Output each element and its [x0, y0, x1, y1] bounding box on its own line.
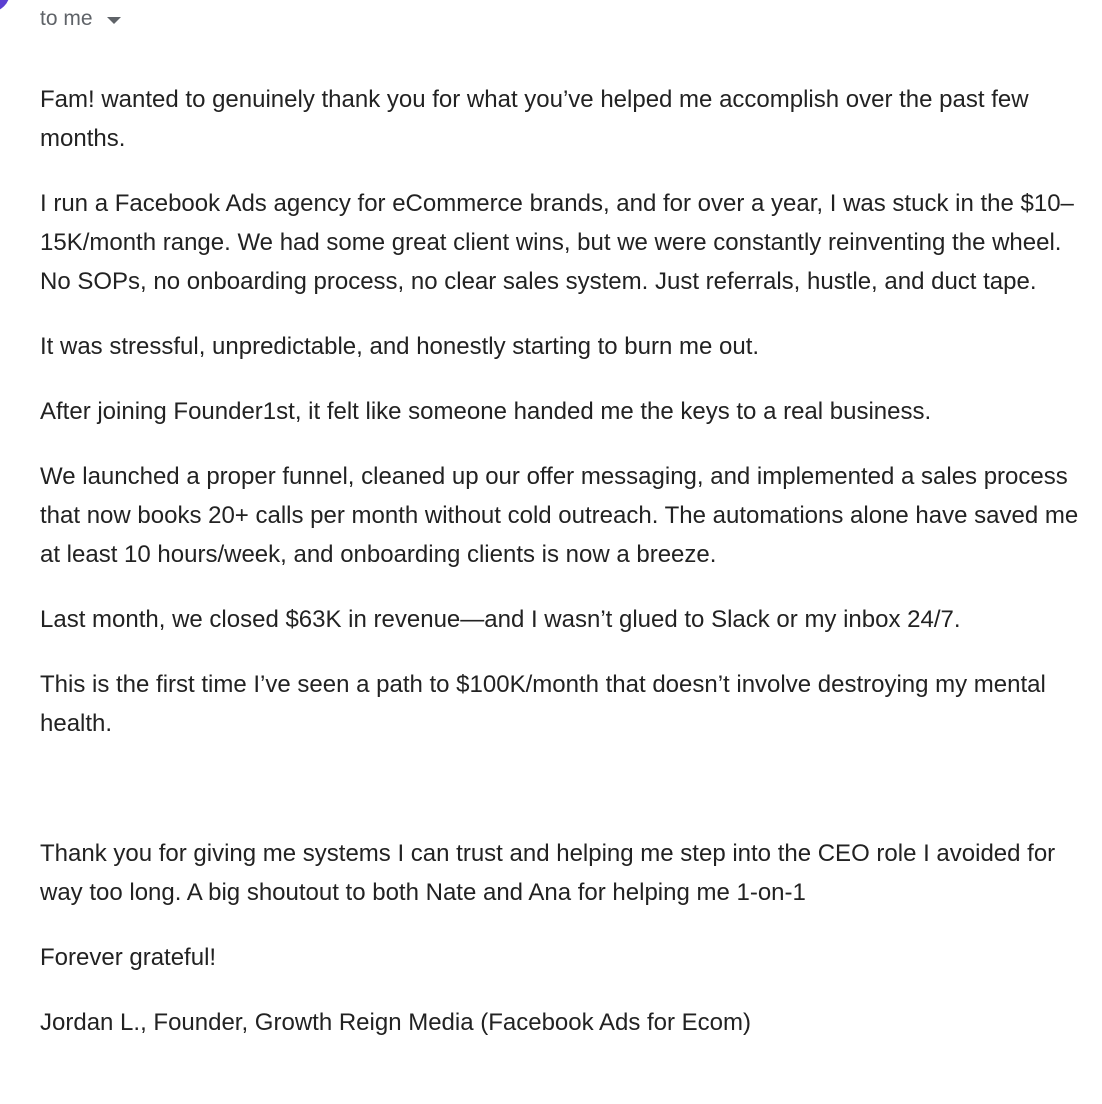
message-paragraph: Thank you for giving me systems I can trust and helping me step into the CEO role I avoided for way too long. A big shoutout to both Nate and Ana for helping me 1-on-1 [40, 840, 1056, 906]
signature: Jordan L., Founder, Growth Reign Media (Facebook Ads for Ecom) [40, 1009, 752, 1036]
chevron-down-icon[interactable] [107, 17, 121, 24]
message-paragraph: We launched a proper funnel, cleaned up our offer messaging, and implemented a sales process that now books 20+ calls per month without cold outreach. The automations alone have saved me at least 10 hours/week, and onboarding clients is now a breeze. [40, 463, 1079, 568]
message-paragraph: It was stressful, unpredictable, and honestly starting to burn me out. [40, 333, 760, 360]
message-paragraph: This is the first time I’ve seen a path to $100K/month that doesn’t involve destroying my mental health. [40, 671, 1046, 737]
message-paragraph: After joining Founder1st, it felt like someone handed me the keys to a real business. [40, 398, 932, 425]
recipient-label: to me [40, 7, 93, 30]
blank-line [40, 769, 1080, 808]
recipient-details-toggle[interactable] [40, 6, 121, 32]
message-paragraph: I run a Facebook Ads agency for eCommerce brands, and for over a year, I was stuck in the $10–15K/month range. We had some great client wins, but we were constantly reinventing the wheel. No SOPs, no onboarding process, no clear sales system. Just referrals, hustle, and duct tape. [40, 190, 1074, 295]
message-paragraph: Forever grateful! [40, 944, 217, 971]
message-paragraph: Last month, we closed $63K in revenue—and I wasn’t glued to Slack or my inbox 24/7. [40, 606, 961, 633]
message-paragraph: Fam! wanted to genuinely thank you for what you’ve helped me accomplish over the past few months. [40, 86, 1029, 152]
email-body [40, 80, 1080, 1068]
avatar[interactable] [0, 0, 10, 12]
